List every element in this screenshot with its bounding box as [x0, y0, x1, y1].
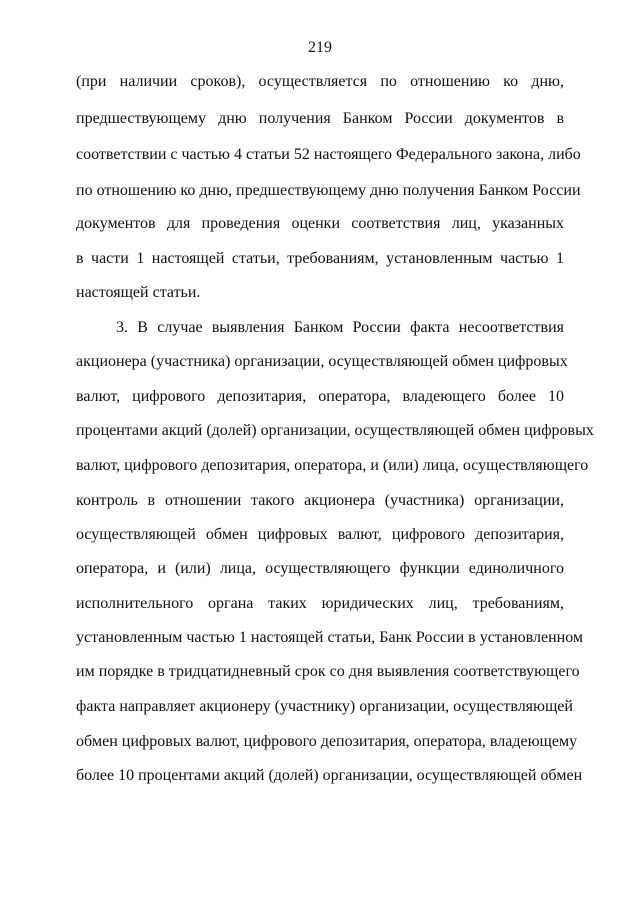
text-line: осуществляющей обмен цифровых валют, цифрового депозитария,: [76, 526, 564, 543]
text-line: контроль в отношении такого акционера (участника) организации,: [76, 492, 564, 509]
text-line: оператора, и (или) лица, осуществляющего функции единоличного: [76, 560, 564, 577]
page-number: 219: [308, 39, 332, 56]
text-line: в части 1 настоящей статьи, требованиям, установленным частью 1: [76, 250, 564, 267]
text-line: соответствии с частью 4 статьи 52 настоящего Федерального закона, либо: [76, 146, 581, 163]
text-line: документов для проведения оценки соответствия лиц, указанных: [76, 215, 564, 232]
text-line: валют, цифрового депозитария, оператора, владеющего более 10: [76, 388, 564, 405]
text-line: (при наличии сроков), осуществляется по отношению ко дню,: [76, 73, 564, 90]
text-line: более 10 процентами акций (долей) организации, осуществляющей обмен: [76, 767, 583, 784]
text-line: обмен цифровых валют, цифрового депозитария, оператора, владеющему: [76, 733, 578, 750]
text-line: валют, цифрового депозитария, оператора, и (или) лица, осуществляющего: [76, 457, 589, 474]
text-line: акционера (участника) организации, осуществляющей обмен цифровых: [76, 353, 568, 370]
text-line: установленным частью 1 настоящей статьи, Банк России в установленном: [76, 629, 584, 646]
text-line: предшествующему дню получения Банком России документов в: [76, 110, 564, 127]
text-line: исполнительного органа таких юридических лиц, требованиям,: [76, 595, 564, 612]
text-line: по отношению ко дню, предшествующему дню получения Банком России: [76, 182, 581, 199]
text-line: 3. В случае выявления Банком России факта несоответствия: [116, 319, 564, 336]
text-line: им порядке в тридцатидневный срок со дня выявления соответствующего: [76, 663, 580, 680]
text-line: факта направляет акционеру (участнику) организации, осуществляющей: [76, 698, 573, 715]
text-line: процентами акций (долей) организации, осуществляющей обмен цифровых: [76, 422, 594, 439]
text-line: настоящей статьи.: [76, 284, 201, 301]
